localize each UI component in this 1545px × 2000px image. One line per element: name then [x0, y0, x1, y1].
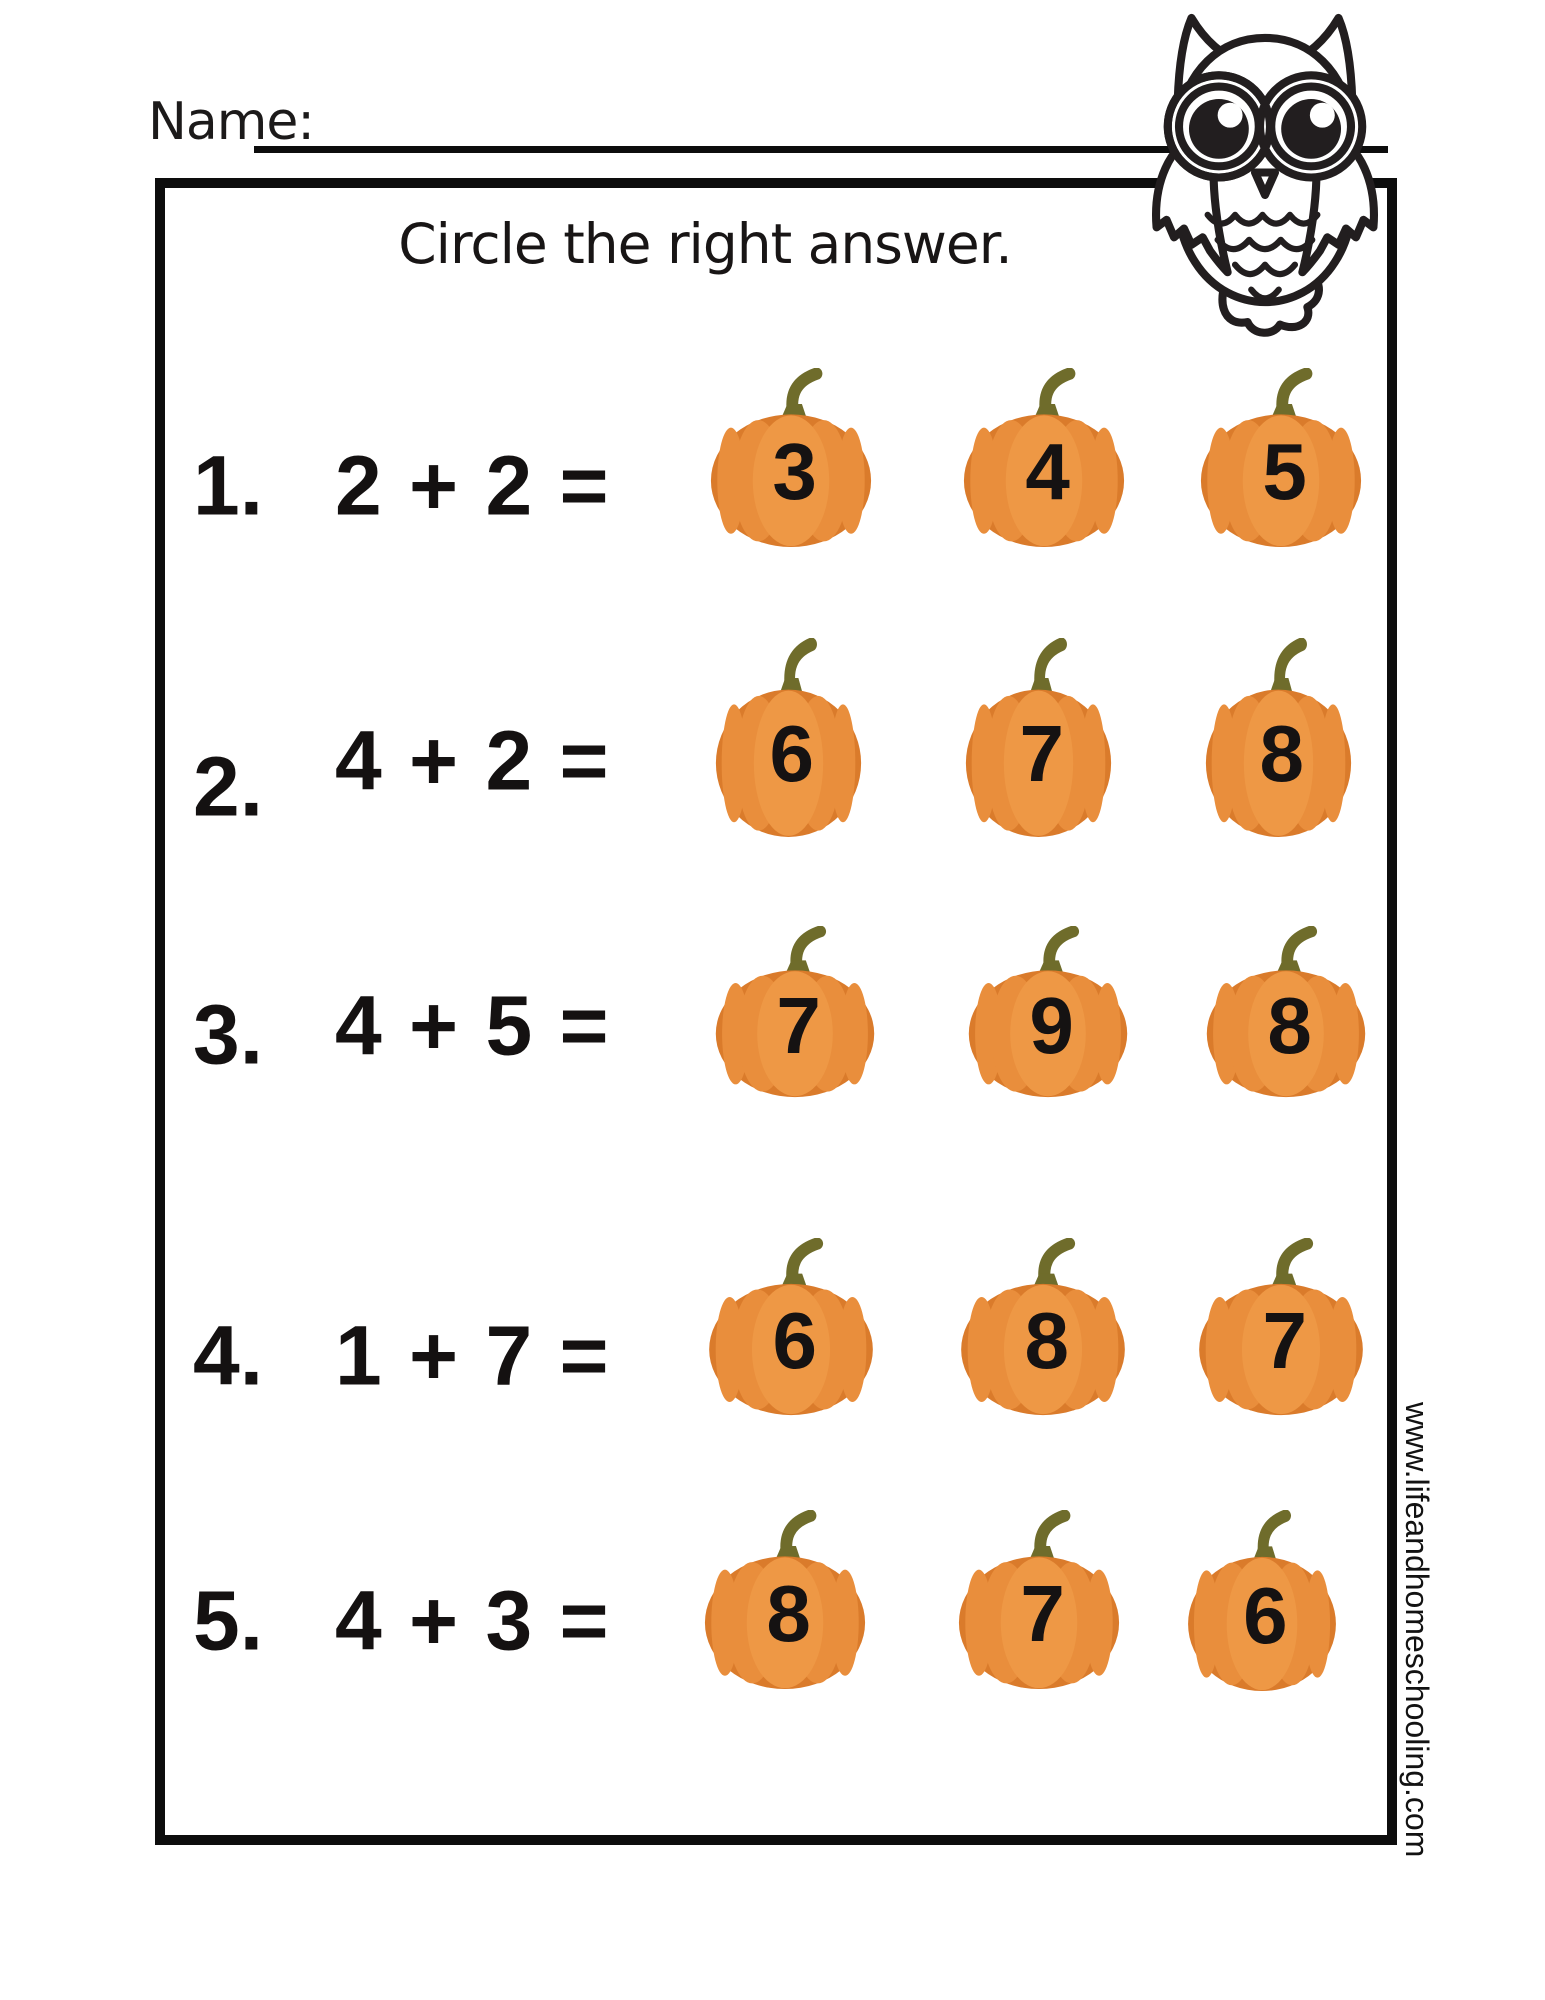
problem-row [0, 1238, 1545, 1458]
pumpkin-answer-option[interactable] [705, 926, 885, 1098]
answer-number: 9 [1029, 980, 1074, 1070]
equation-text: 1 + 7 = [335, 1308, 611, 1403]
worksheet-title: Circle the right answer. [398, 212, 1012, 276]
answer-number: 7 [1020, 1569, 1065, 1659]
pumpkin-answer-option[interactable] [1188, 1238, 1374, 1416]
problem-row [0, 368, 1545, 588]
pumpkin-answer-option[interactable] [953, 368, 1135, 548]
pumpkin-answer-option[interactable] [956, 638, 1121, 838]
pumpkin-answer-option[interactable] [948, 1510, 1130, 1690]
answer-number: 7 [1262, 1296, 1307, 1386]
equation-text: 2 + 2 = [335, 438, 611, 533]
answer-number: 7 [1019, 709, 1065, 798]
answer-number: 6 [1243, 1570, 1288, 1660]
answer-number: 8 [1259, 709, 1305, 798]
pumpkin-answer-option[interactable] [1190, 368, 1372, 548]
answer-number: 5 [1262, 427, 1307, 517]
equation-text: 4 + 5 = [335, 978, 611, 1073]
pumpkin-answer-option[interactable] [958, 926, 1138, 1098]
equation-text: 4 + 3 = [335, 1573, 611, 1668]
pumpkin-answer-option[interactable] [1178, 1510, 1346, 1692]
owl-icon [1138, 8, 1392, 342]
problem-row [0, 926, 1545, 1146]
problem-number: 4. [193, 1308, 264, 1403]
pumpkin-answer-option[interactable] [694, 1510, 876, 1690]
answer-number: 8 [1024, 1296, 1069, 1386]
name-label: Name: [148, 92, 314, 152]
problem-row [0, 1510, 1545, 1730]
answer-number: 8 [766, 1569, 811, 1659]
pumpkin-answer-option[interactable] [950, 1238, 1136, 1416]
problem-number: 1. [193, 438, 264, 533]
answer-number: 8 [1267, 980, 1312, 1070]
answer-number: 6 [772, 1296, 817, 1386]
watermark-url: www.lifeandhomeschooling.com [1399, 1402, 1435, 1858]
pumpkin-answer-option[interactable] [698, 1238, 884, 1416]
pumpkin-answer-option[interactable] [706, 638, 871, 838]
problem-number: 5. [193, 1573, 264, 1668]
answer-number: 3 [772, 427, 817, 517]
pumpkin-answer-option[interactable] [1196, 638, 1361, 838]
pumpkin-answer-option[interactable] [1196, 926, 1376, 1098]
pumpkin-answer-option[interactable] [700, 368, 882, 548]
problem-row [0, 638, 1545, 858]
answer-number: 4 [1025, 427, 1070, 517]
answer-number: 7 [776, 980, 821, 1070]
problem-number: 2. [193, 739, 264, 834]
answer-number: 6 [769, 709, 815, 798]
problem-number: 3. [193, 987, 264, 1082]
equation-text: 4 + 2 = [335, 713, 611, 808]
